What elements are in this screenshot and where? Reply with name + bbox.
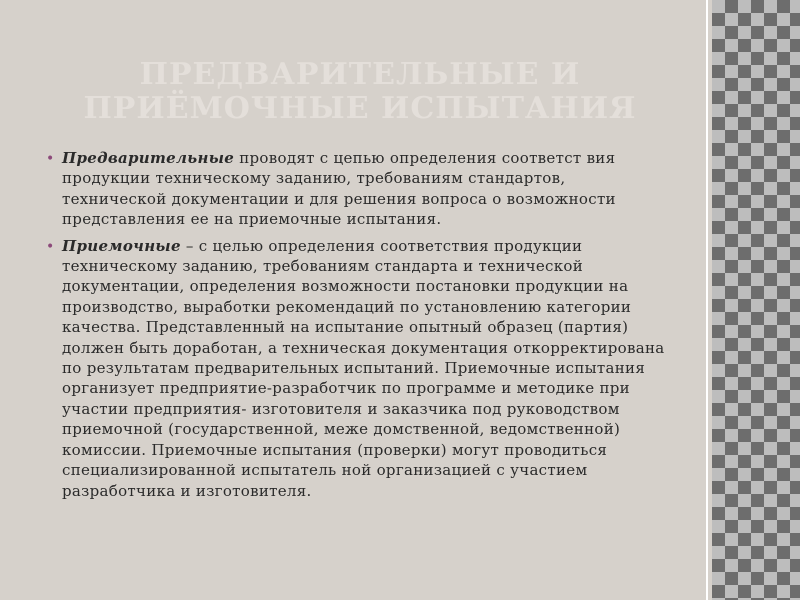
bullet-icon: •	[46, 238, 55, 255]
bullet-term: Предварительные	[62, 149, 235, 167]
decorative-pattern-panel	[712, 0, 800, 600]
bullet-item-acceptance	[44, 236, 674, 501]
bullet-text: проводят с цепью определения соответст вия продукции техническому заданию, требованиям стандартов, технической документации и для решения вопроса о возможности представления ее на приемочные испытания.	[62, 149, 616, 229]
bullet-text: – с целью определения соответствия продукции техническому заданию, требованиям стандарта и технической документации, определения возможности постановки продукции на производство, выработки рекомендаций по установлению категории качества. Представленный на испытание опытный образец (партия) должен быть доработан, а техническая документация откорректирована по результатам предварительных испытаний. Приемочные испытания организует предприятие-разработчик по программе и методике при участии предприятия- изготовителя и заказчика под руководством приемочной (государственной, меже домственной, ведомственной) комиссии. Приемочные испытания (проверки) могут проводиться специализированной испытатель ной организацией с участием разработчика и изготовителя.	[62, 236, 665, 500]
bullet-term: Приемочные	[62, 236, 181, 255]
bullet-icon: •	[46, 151, 55, 167]
bullet-item-preliminary	[44, 148, 674, 230]
slide-body	[44, 148, 674, 507]
divider-line	[706, 0, 708, 600]
slide-title: ПРЕДВАРИТЕЛЬНЫЕ И ПРИЁМОЧНЫЕ ИСПЫТАНИЯ	[83, 57, 637, 126]
